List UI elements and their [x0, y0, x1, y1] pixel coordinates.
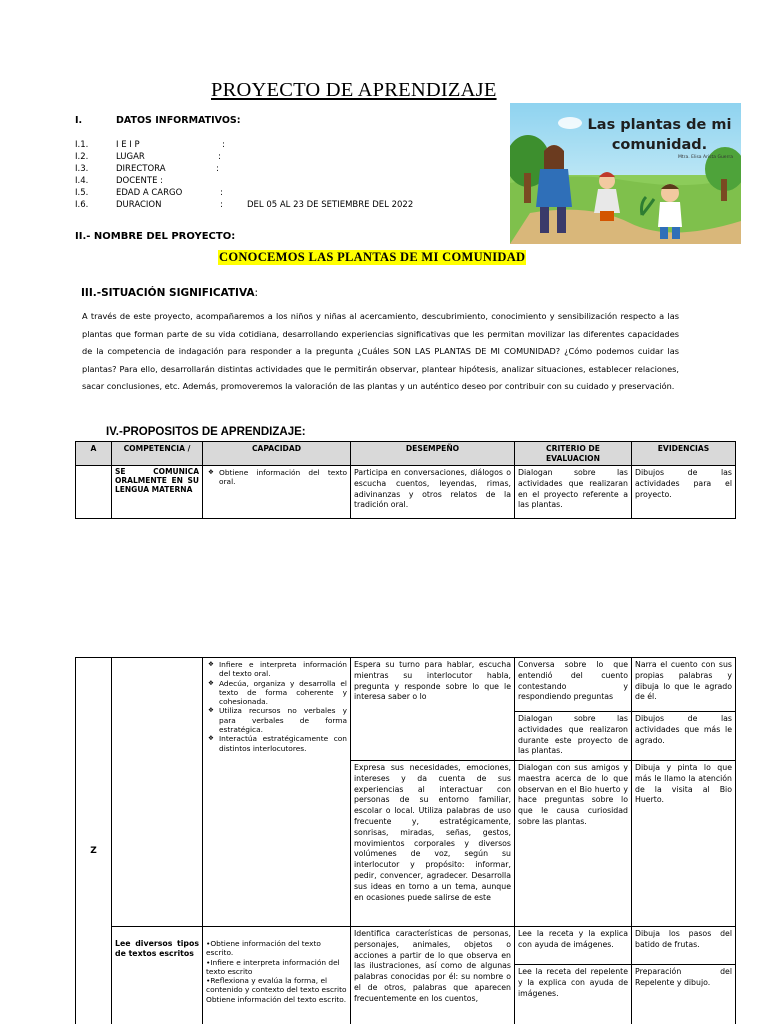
evidencias-cell: Dibuja y pinta lo que más le llamo la atención de la visita al Bio Huerto.	[632, 761, 736, 927]
section-iii-colon: :	[254, 287, 259, 299]
evidencias-cell: Preparación del Repelente y dibujo.	[632, 965, 736, 1024]
datos-colon: :	[220, 188, 223, 198]
table-row	[76, 658, 736, 712]
capacidad-cell	[203, 466, 351, 519]
capacidad-item: ❖ Infiere e interpreta información del texto oral.	[219, 660, 347, 679]
criterio-cell: Dialogan sobre las actividades que realizaron durante este proyecto de las plantas.	[515, 712, 632, 761]
desempeno-cell: Identifica características de personas, personajes, animales, objetos o acciones a partir de lo que observa en las ilustraciones, así como de algunas palabras conocidas por él: su nombre o el de otros, palabras que aparecen frecuentemente en los cuentos,	[351, 927, 515, 1024]
capacidad-item: ❖ Obtiene información del texto oral.	[219, 468, 347, 487]
datos-colon: :	[218, 152, 221, 162]
area-letter-cell: Z	[76, 658, 112, 1024]
section-i-number: I.	[75, 115, 83, 126]
col-header-desempeno: DESEMPEÑO	[351, 442, 515, 466]
evidencias-cell: Dibuja los pasos del batido de frutas.	[632, 927, 736, 965]
area-cell	[76, 466, 112, 519]
document-title: PROYECTO DE APRENDIZAJE	[211, 79, 497, 101]
criterio-cell: Lee la receta y la explica con ayuda de imágenes.	[515, 927, 632, 965]
propositos-table-2	[75, 657, 736, 1024]
datos-colon: :	[220, 200, 223, 210]
criterio-cell: Lee la receta del repelente y la explica con ayuda de imágenes.	[515, 965, 632, 1024]
evidencias-cell: Dibujos de las actividades para el proyecto.	[632, 466, 736, 519]
table-row	[76, 466, 736, 519]
datos-label: DOCENTE :	[116, 176, 164, 186]
competencia-cell	[112, 658, 203, 927]
illustration-title: Las plantas de mi comunidad.	[587, 117, 732, 153]
project-illustration	[510, 103, 741, 244]
datos-label: DIRECTORA	[116, 164, 166, 174]
criterio-cell: Dialogan con sus amigos y maestra acerca de lo que observan en el Bio huerto y hace preguntas sobre lo que le causa curiosidad sobre las plantas.	[515, 761, 632, 927]
evidencias-cell: Narra el cuento con sus propias palabras y dibuja lo que le agrado de él.	[632, 658, 736, 712]
evidencias-cell: Dibujos de las actividades que más le agrado.	[632, 712, 736, 761]
capacidad-item: ❖ Adecúa, organiza y desarrolla el texto de forma coherente y cohesionada.	[219, 679, 347, 707]
desempeno-cell: Expresa sus necesidades, emociones, intereses y da cuenta de sus experiencias al interactuar con personas de su entorno familiar, escolar o local. Utiliza palabras de uso frecuente y, estratégicamente, sonrisas, miradas, señas, gestos, movimientos corporales y diversos volúmenes de voz, según su interlocutor y propósito: informar, pedir, convencer, agradecer. Desarrolla sus ideas en torno a un tema, aunque en ocasiones puede salirse de este	[351, 761, 515, 927]
datos-num: I.1.	[75, 140, 89, 150]
desempeno-cell: Espera su turno para hablar, escucha mientras su interlocutor habla, pregunta y responde sobre lo que le interesa saber o lo	[351, 658, 515, 761]
capacidad-item: • Reflexiona y evalúa la forma, el contenido y contexto del texto escrito Obtiene información del texto escrito.	[206, 976, 347, 1004]
section-iii-heading	[81, 287, 258, 299]
capacidad-item: ❖ Utiliza recursos no verbales y para verbales de forma estratégica.	[219, 706, 347, 734]
datos-num: I.5.	[75, 188, 89, 198]
criterio-cell: Dialogan sobre las actividades que realizaran en el proyecto referente a las plantas.	[515, 466, 632, 519]
col-header-competencia: COMPETENCIA /	[112, 442, 203, 466]
datos-label: LUGAR	[116, 152, 145, 162]
propositos-table	[75, 441, 736, 519]
criterio-cell: Conversa sobre lo que entendió del cuento contestando y respondiendo preguntas	[515, 658, 632, 712]
duracion-value: DEL 05 AL 23 DE SETIEMBRE DEL 2022	[247, 200, 414, 210]
capacidad-cell	[203, 658, 351, 927]
competencia-cell: SE COMUNICA ORALMENTE EN SU LENGUA MATERNA	[112, 466, 203, 519]
section-ii-title: II.- NOMBRE DEL PROYECTO:	[75, 231, 236, 242]
datos-num: I.3.	[75, 164, 89, 174]
datos-colon: :	[216, 164, 219, 174]
illustration-author: Mtra. Elisa Arista Guerra	[678, 155, 733, 160]
col-header-a: A	[76, 442, 112, 466]
capacidad-item: • Obtiene información del texto escrito.	[206, 939, 347, 958]
datos-num: I.2.	[75, 152, 89, 162]
section-i-title: DATOS INFORMATIVOS:	[116, 115, 241, 126]
desempeno-cell: Participa en conversaciones, diálogos o escucha cuentos, leyendas, rimas, adivinanzas y otros relatos de la tradición oral.	[351, 466, 515, 519]
table-continuation	[75, 657, 737, 1024]
col-header-capacidad: CAPACIDAD	[203, 442, 351, 466]
project-name: CONOCEMOS LAS PLANTAS DE MI COMUNIDAD	[219, 250, 526, 264]
datos-colon: :	[222, 140, 225, 150]
datos-num: I.4.	[75, 176, 89, 186]
table-row	[76, 927, 736, 965]
col-header-criterio: CRITERIO DE EVALUACION	[515, 442, 632, 466]
capacidad-item: • Infiere e interpreta información del texto escrito	[206, 958, 347, 977]
situacion-significativa-text: A través de este proyecto, acompañaremos a los niños y niñas al acercamiento, descubrimiento, conocimiento y sensibilización respecto a las plantas que forman parte de su vida cotidiana, desarrollando experiencias significativas que les permitan movilizar las diferentes capacidades de la competencia de indagación para responder a la pregunta ¿Cuáles SON LAS PLANTAS DE MI COMUNIDAD? ¿Cómo podemos cuidar las plantas? Para ello, desarrollarán distintas actividades que le permitirán observar, plantear hipótesis, analizar situaciones, establecer relaciones, sacar conclusiones, etc. Además, promoveremos la valoración de las plantas y un auténtico deseo por contribuir con su cuidado y preservación.	[82, 311, 679, 392]
competencia-cell: Lee diversos tipos de textos escritos	[112, 927, 203, 1024]
datos-label: DURACION	[116, 200, 162, 210]
capacidad-cell	[203, 927, 351, 1024]
section-iv-title: IV.-PROPOSITOS DE APRENDIZAJE:	[106, 426, 306, 438]
section-iii-title: III.-SITUACIÓN SIGNIFICATIVA	[81, 287, 255, 299]
datos-num: I.6.	[75, 200, 89, 210]
datos-label: I E I P	[116, 140, 140, 150]
col-header-evidencias: EVIDENCIAS	[632, 442, 736, 466]
datos-label: EDAD A CARGO	[116, 188, 183, 198]
capacidad-item: ❖ Interactúa estratégicamente con distintos interlocutores.	[219, 734, 347, 753]
